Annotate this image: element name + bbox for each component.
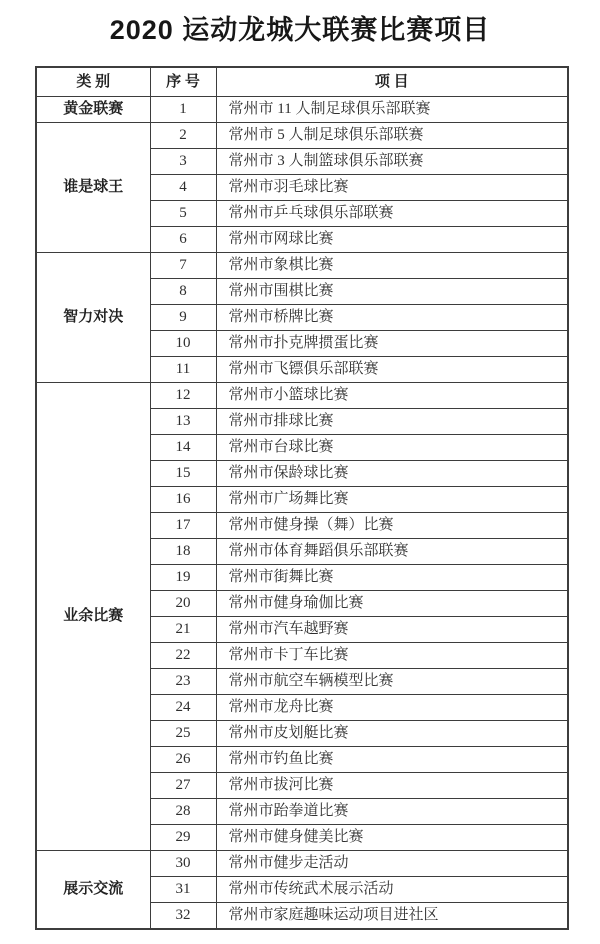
event-cell: 常州市皮划艇比赛	[216, 721, 568, 747]
number-cell: 30	[150, 851, 216, 877]
number-cell: 25	[150, 721, 216, 747]
header-category: 类 别	[36, 67, 150, 97]
number-cell: 18	[150, 539, 216, 565]
number-cell: 22	[150, 643, 216, 669]
event-cell: 常州市台球比赛	[216, 435, 568, 461]
table-row	[36, 851, 568, 877]
event-cell: 常州市跆拳道比赛	[216, 799, 568, 825]
event-cell: 常州市健身健美比赛	[216, 825, 568, 851]
category-cell: 业余比赛	[36, 383, 150, 851]
number-cell: 16	[150, 487, 216, 513]
event-cell: 常州市拔河比赛	[216, 773, 568, 799]
event-cell: 常州市 11 人制足球俱乐部联赛	[216, 97, 568, 123]
number-cell: 4	[150, 175, 216, 201]
event-cell: 常州市健身瑜伽比赛	[216, 591, 568, 617]
event-cell: 常州市广场舞比赛	[216, 487, 568, 513]
header-number: 序 号	[150, 67, 216, 97]
event-cell: 常州市钓鱼比赛	[216, 747, 568, 773]
number-cell: 19	[150, 565, 216, 591]
event-cell: 常州市象棋比赛	[216, 253, 568, 279]
number-cell: 11	[150, 357, 216, 383]
number-cell: 26	[150, 747, 216, 773]
header-row	[36, 67, 568, 97]
event-cell: 常州市卡丁车比赛	[216, 643, 568, 669]
number-cell: 28	[150, 799, 216, 825]
number-cell: 32	[150, 903, 216, 930]
table-row	[36, 383, 568, 409]
table-body	[36, 97, 568, 930]
event-cell: 常州市排球比赛	[216, 409, 568, 435]
number-cell: 13	[150, 409, 216, 435]
table-row	[36, 97, 568, 123]
event-cell: 常州市乒乓球俱乐部联赛	[216, 201, 568, 227]
event-cell: 常州市桥牌比赛	[216, 305, 568, 331]
number-cell: 23	[150, 669, 216, 695]
event-cell: 常州市航空车辆模型比赛	[216, 669, 568, 695]
page-title: 2020 运动龙城大联赛比赛项目	[109, 15, 491, 45]
event-cell: 常州市龙舟比赛	[216, 695, 568, 721]
event-cell: 常州市网球比赛	[216, 227, 568, 253]
number-cell: 2	[150, 123, 216, 149]
number-cell: 8	[150, 279, 216, 305]
header-event: 项 目	[216, 67, 568, 97]
number-cell: 7	[150, 253, 216, 279]
event-cell: 常州市扑克牌掼蛋比赛	[216, 331, 568, 357]
event-cell: 常州市飞镖俱乐部联赛	[216, 357, 568, 383]
number-cell: 20	[150, 591, 216, 617]
events-table	[35, 66, 569, 930]
event-cell: 常州市汽车越野赛	[216, 617, 568, 643]
table-header	[36, 67, 568, 97]
event-cell: 常州市保龄球比赛	[216, 461, 568, 487]
event-cell: 常州市体育舞蹈俱乐部联赛	[216, 539, 568, 565]
event-cell: 常州市 5 人制足球俱乐部联赛	[216, 123, 568, 149]
number-cell: 27	[150, 773, 216, 799]
number-cell: 3	[150, 149, 216, 175]
number-cell: 29	[150, 825, 216, 851]
table-row	[36, 123, 568, 149]
number-cell: 14	[150, 435, 216, 461]
number-cell: 6	[150, 227, 216, 253]
number-cell: 12	[150, 383, 216, 409]
event-cell: 常州市街舞比赛	[216, 565, 568, 591]
number-cell: 17	[150, 513, 216, 539]
event-cell: 常州市羽毛球比赛	[216, 175, 568, 201]
number-cell: 5	[150, 201, 216, 227]
number-cell: 9	[150, 305, 216, 331]
table-row	[36, 253, 568, 279]
event-cell: 常州市健身操（舞）比赛	[216, 513, 568, 539]
number-cell: 10	[150, 331, 216, 357]
category-cell: 展示交流	[36, 851, 150, 930]
event-cell: 常州市 3 人制篮球俱乐部联赛	[216, 149, 568, 175]
event-cell: 常州市围棋比赛	[216, 279, 568, 305]
category-cell: 黄金联赛	[36, 97, 150, 123]
number-cell: 21	[150, 617, 216, 643]
event-cell: 常州市家庭趣味运动项目进社区	[216, 903, 568, 930]
category-cell: 谁是球王	[36, 123, 150, 253]
number-cell: 31	[150, 877, 216, 903]
category-cell: 智力对决	[36, 253, 150, 383]
event-cell: 常州市小篮球比赛	[216, 383, 568, 409]
number-cell: 15	[150, 461, 216, 487]
event-cell: 常州市健步走活动	[216, 851, 568, 877]
event-cell: 常州市传统武术展示活动	[216, 877, 568, 903]
number-cell: 1	[150, 97, 216, 123]
number-cell: 24	[150, 695, 216, 721]
